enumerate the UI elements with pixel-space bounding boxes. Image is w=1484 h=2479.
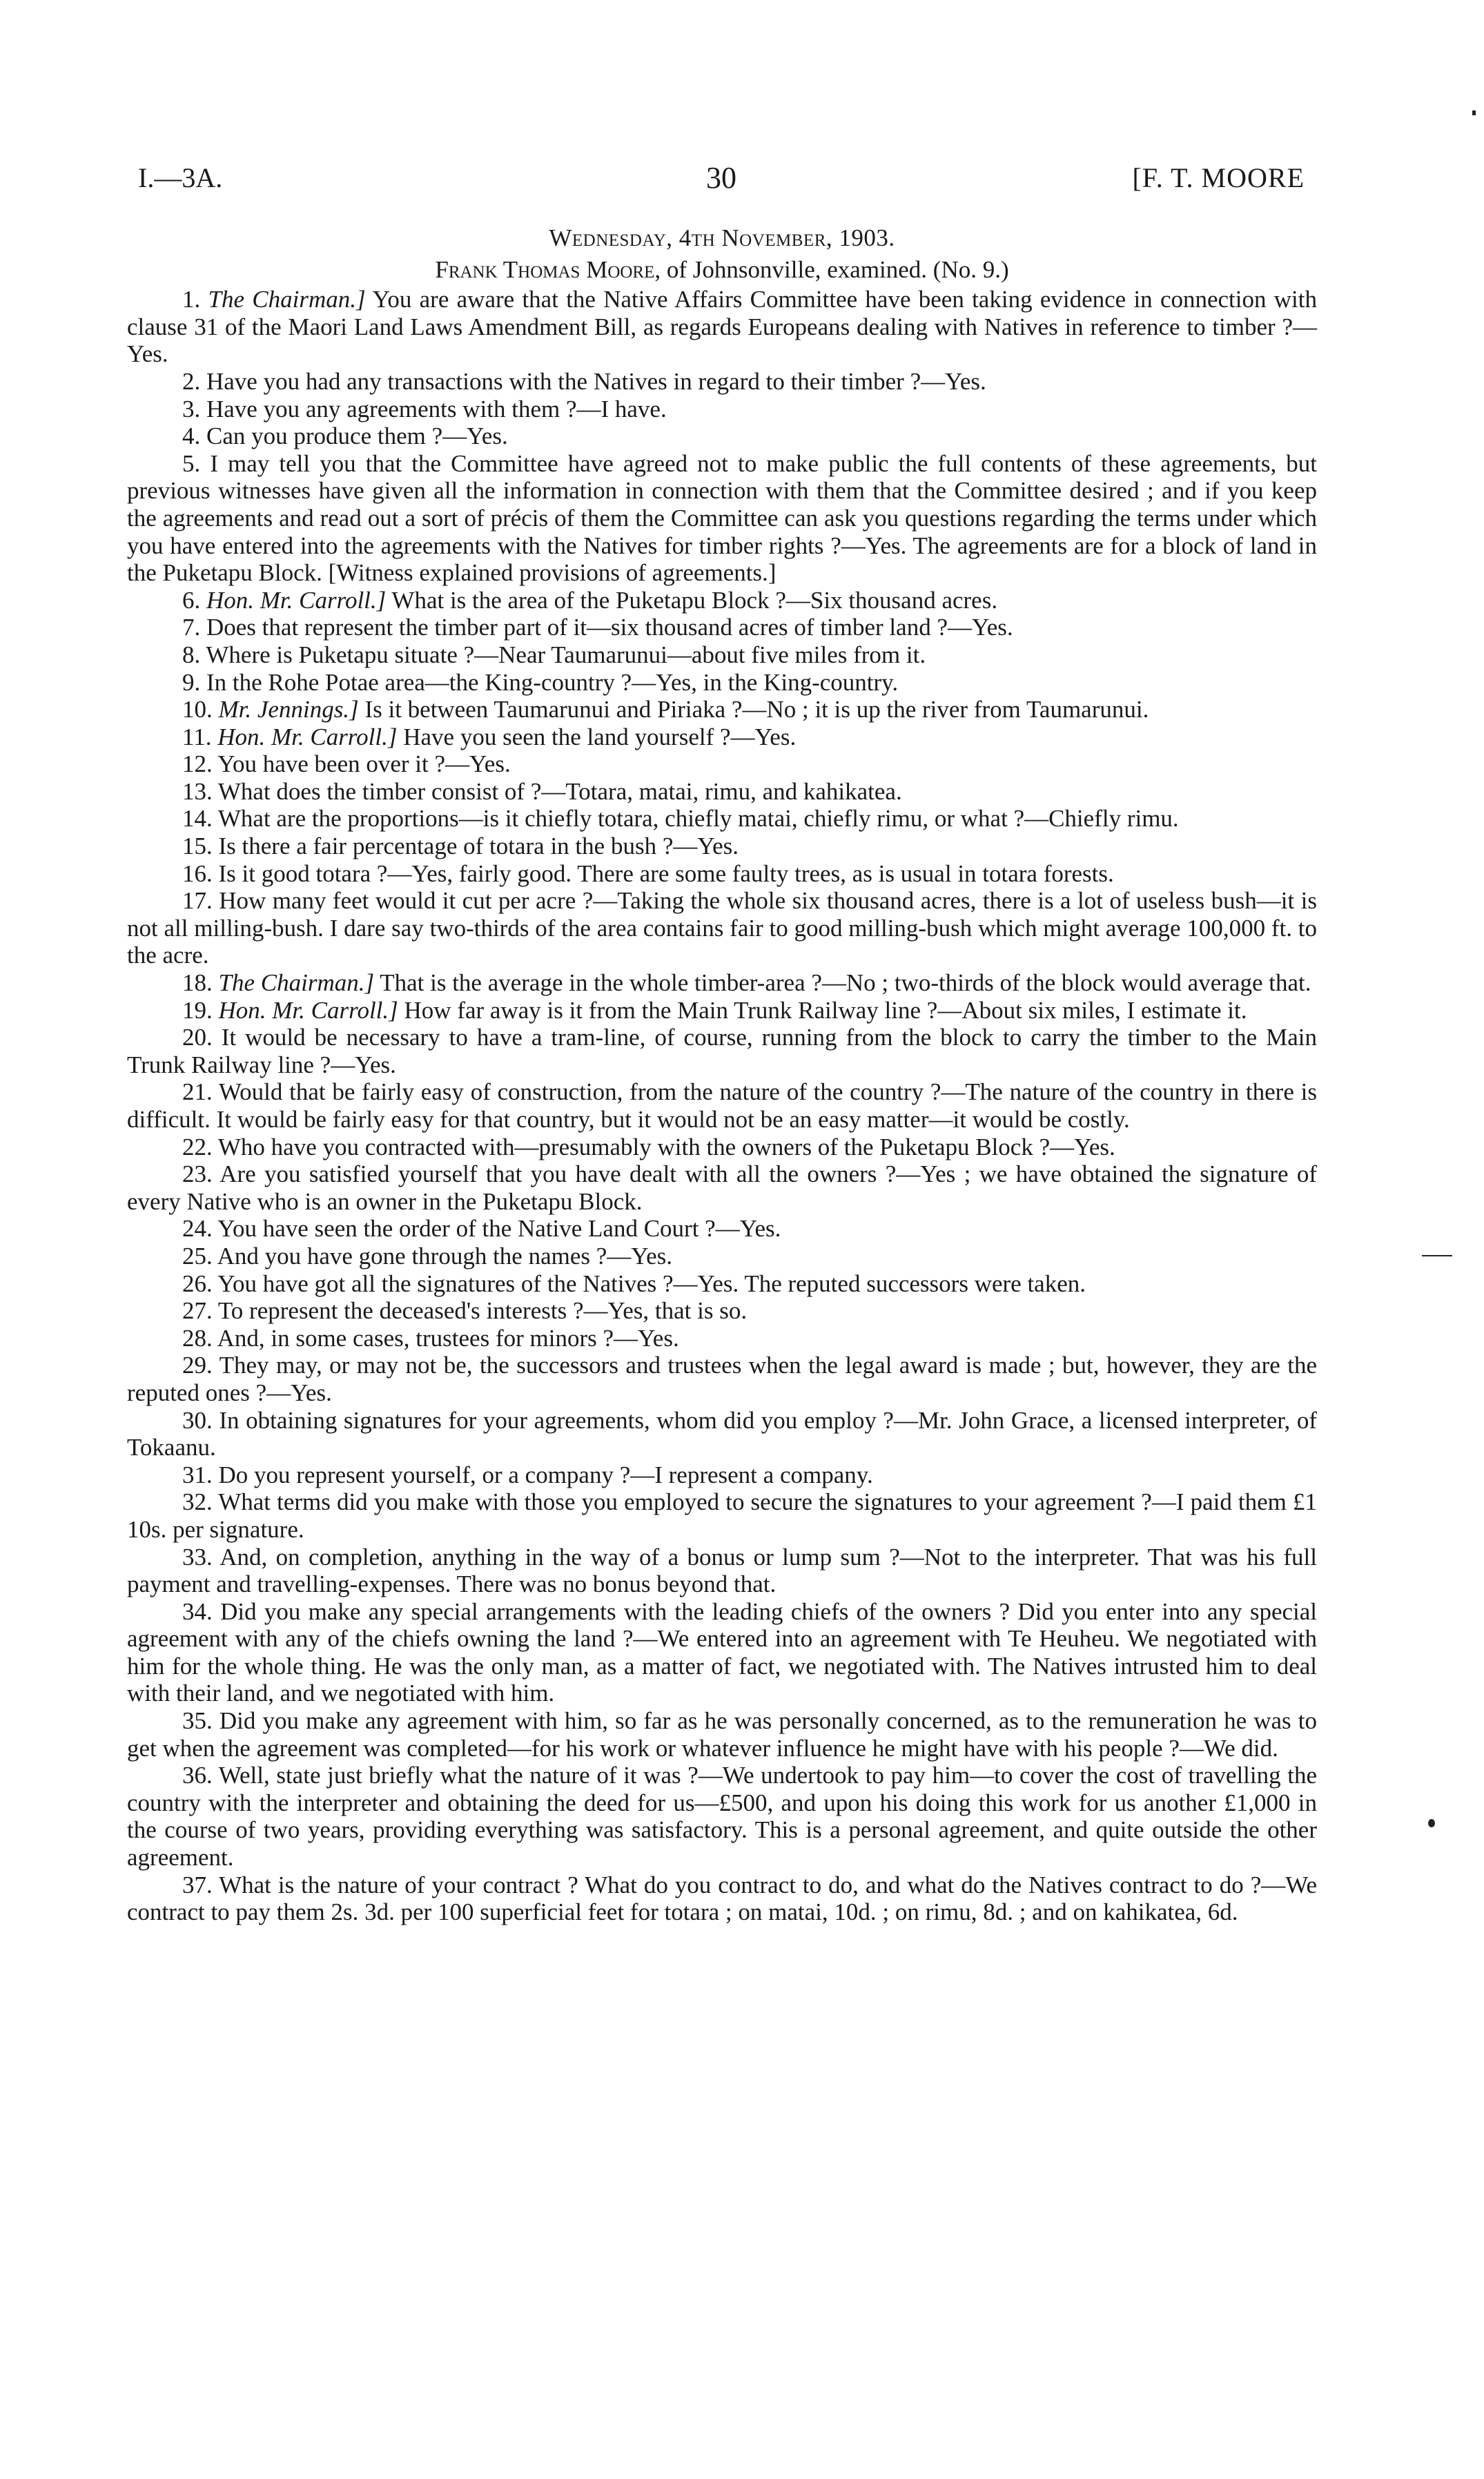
qa-paragraph	[127, 450, 1317, 587]
qa-paragraph	[127, 750, 1317, 778]
speaker-name: Hon. Mr. Carroll.]	[217, 723, 398, 750]
question-number: 37.	[182, 1871, 213, 1898]
qa-text: Did you make any special arrangements with the leading chiefs of the owners ? Did you enter into any special agreement with any of the chiefs owning the land ?—We entered into an agreement with Te Heuheu. We negotiated with him for the whole thing. He was the only man, as a matter of fact, we negotiated with. The Natives intrusted him to deal with their land, and we negotiated with him.	[127, 1597, 1318, 1707]
qa-text: You have got all the signatures of the Natives ?—Yes. The reputed successors were taken.	[217, 1270, 1086, 1297]
witness-line	[127, 256, 1317, 284]
witness-name: Frank Thomas Moore	[435, 255, 655, 283]
question-number: 11.	[182, 723, 212, 750]
qa-paragraph	[127, 1872, 1317, 1926]
question-number: 22.	[182, 1133, 213, 1160]
qa-paragraph	[127, 422, 1317, 450]
question-number: 20.	[182, 1024, 213, 1051]
question-number: 16.	[182, 859, 213, 887]
qa-paragraph	[127, 641, 1317, 669]
question-number: 14.	[182, 805, 213, 833]
question-number: 29.	[182, 1352, 213, 1379]
question-number: 28.	[182, 1324, 213, 1352]
question-number: 15.	[182, 833, 213, 860]
scan-speck	[1472, 110, 1476, 115]
question-number: 35.	[182, 1707, 213, 1735]
qa-text: Who have you contracted with—presumably with the owners of the Puketapu Block ?—Yes.	[217, 1133, 1115, 1160]
qa-paragraph	[127, 997, 1317, 1024]
qa-text: And, on completion, anything in the way of a bonus or lump sum ?—Not to the interpreter. That was his full payment and travelling-expenses. There was no bonus beyond that.	[127, 1543, 1317, 1598]
qa-paragraph	[127, 778, 1317, 806]
speaker-name: Mr. Jennings.]	[218, 696, 359, 723]
question-number: 13.	[182, 777, 213, 805]
page-number: 30	[706, 161, 736, 195]
qa-text: And you have gone through the names ?—Yes.	[217, 1242, 672, 1270]
qa-paragraph	[127, 286, 1317, 368]
question-number: 23.	[182, 1160, 213, 1188]
qa-paragraph	[127, 1544, 1317, 1598]
question-number: 21.	[182, 1078, 213, 1106]
question-number: 32.	[182, 1488, 213, 1516]
question-answer-list	[127, 286, 1317, 1926]
question-number: 10.	[182, 696, 213, 723]
qa-text: What is the nature of your contract ? What do you contract to do, and what do the Natives contract to do ?—We contract to pay them 2s. 3d. per 100 superficial feet for totara ; on matai, 10d. ; on rimu, 8d. ; and on kahikatea, 6d.	[127, 1871, 1318, 1926]
qa-paragraph	[127, 1488, 1317, 1543]
qa-text: What terms did you make with those you employed to secure the signatures to your agreement ?—I paid them £1 10s. per signature.	[127, 1488, 1317, 1543]
qa-text: You are aware that the Native Affairs Committee have been taking evidence in connection with clause 31 of the Maori Land Laws Amendment Bill, as regards Europeans dealing with Natives in reference to timber ?—Yes.	[127, 286, 1317, 368]
qa-paragraph	[127, 1598, 1317, 1707]
qa-text: Does that represent the timber part of it—six thousand acres of timber land ?—Yes.	[206, 614, 1013, 641]
qa-text: Have you had any transactions with the Natives in regard to their timber ?—Yes.	[206, 367, 986, 395]
qa-text: Would that be fairly easy of construction, from the nature of the country ?—The nature of the country in there is difficult. It would be fairly easy for that country, but it would not be an easy matter—it would be costly.	[127, 1078, 1317, 1133]
question-number: 33.	[182, 1543, 213, 1571]
qa-text: Did you make any agreement with him, so far as he was personally concerned, as to the remuneration he was to get when the agreement was completed—for his work or whatever influence he might have with his people ?—We did.	[127, 1707, 1317, 1762]
speaker-name: Hon. Mr. Carroll.]	[206, 586, 387, 614]
question-number: 7.	[182, 614, 201, 641]
qa-paragraph	[127, 614, 1317, 641]
page-content	[127, 224, 1317, 1926]
question-number: 18.	[182, 969, 213, 997]
qa-text: What are the proportions—is it chiefly totara, chiefly matai, chiefly rimu, or what ?—Chiefly rimu.	[217, 805, 1179, 833]
qa-text: How many feet would it cut per acre ?—Taking the whole six thousand acres, there is a lot of useless bush—it is not all milling-bush. I dare say two-thirds of the area contains fair to good milling-bush which might average 100,000 ft. to the acre.	[127, 887, 1317, 969]
question-number: 4.	[182, 422, 201, 450]
qa-paragraph	[127, 969, 1317, 997]
qa-text: Where is Puketapu situate ?—Near Taumarunui—about five miles from it.	[206, 641, 926, 668]
qa-paragraph	[127, 723, 1317, 751]
speaker-name: The Chairman.]	[218, 969, 375, 997]
qa-text: To represent the deceased's interests ?—Yes, that is so.	[217, 1297, 748, 1325]
question-number: 2.	[182, 367, 201, 395]
qa-paragraph	[127, 1024, 1317, 1078]
question-number: 6.	[182, 586, 201, 614]
qa-paragraph	[127, 1215, 1317, 1243]
qa-paragraph	[127, 396, 1317, 423]
qa-text: Is there a fair percentage of totara in the bush ?—Yes.	[218, 833, 739, 860]
scan-mark	[1422, 1255, 1452, 1256]
qa-paragraph	[127, 1762, 1317, 1871]
question-number: 12.	[182, 750, 213, 778]
qa-paragraph	[127, 1160, 1317, 1215]
qa-paragraph	[127, 1407, 1317, 1461]
question-number: 30.	[182, 1406, 213, 1434]
question-number: 34.	[182, 1597, 213, 1625]
question-number: 17.	[182, 887, 213, 915]
speaker-name: The Chairman.]	[208, 286, 366, 313]
qa-text: Is it between Taumarunui and Piriaka ?—No ; it is up the river from Taumarunui.	[364, 696, 1149, 723]
qa-paragraph	[127, 833, 1317, 860]
scan-dot	[1428, 1819, 1435, 1827]
qa-text: Do you represent yourself, or a company ?—I represent a company.	[218, 1461, 873, 1488]
qa-paragraph	[127, 860, 1317, 888]
question-number: 9.	[182, 668, 201, 696]
qa-text: Can you produce them ?—Yes.	[206, 422, 508, 450]
qa-paragraph	[127, 1297, 1317, 1325]
qa-text: It would be necessary to have a tram-line, of course, running from the block to carry the timber to the Main Trunk Railway line ?—Yes.	[127, 1024, 1317, 1078]
qa-text: How far away is it from the Main Trunk Railway line ?—About six miles, I estimate it.	[404, 996, 1247, 1024]
paper-reference: I.—3A.	[138, 162, 223, 193]
question-number: 24.	[182, 1215, 213, 1243]
qa-text: What does the timber consist of ?—Totara, matai, rimu, and kahikatea.	[217, 777, 902, 805]
question-number: 31.	[182, 1461, 213, 1488]
qa-paragraph	[127, 887, 1317, 969]
qa-paragraph	[127, 368, 1317, 396]
qa-text: In obtaining signatures for your agreements, whom did you employ ?—Mr. John Grace, a licensed interpreter, of Tokaanu.	[127, 1406, 1317, 1461]
qa-text: What is the area of the Puketapu Block ?—Six thousand acres.	[391, 586, 998, 614]
qa-text: Is it good totara ?—Yes, fairly good. There are some faulty trees, as is usual in totara forests.	[218, 859, 1114, 887]
qa-paragraph	[127, 1078, 1317, 1133]
qa-paragraph	[127, 696, 1317, 723]
question-number: 25.	[182, 1242, 213, 1270]
qa-paragraph	[127, 1270, 1317, 1298]
qa-text: I may tell you that the Committee have agreed not to make public the full contents of these agreements, but previous witnesses have given all the information in connection with them that the Committee desired ; and if you keep the agreements and read out a sort of précis of them the Committee can ask you questions regarding the terms under which you have entered into the agreements with the Natives for timber rights ?—Yes. The agreements are for a block of land in the Puketapu Block. [Witness explained provisions of agreements.]	[127, 449, 1318, 587]
qa-text: Have you any agreements with them ?—I have.	[206, 395, 667, 422]
question-number: 3.	[182, 395, 201, 422]
qa-paragraph	[127, 1243, 1317, 1270]
qa-paragraph	[127, 805, 1317, 833]
qa-text: In the Rohe Potae area—the King-country ?—Yes, in the King-country.	[206, 668, 899, 696]
witness-details: , of Johnsonville, examined. (No. 9.)	[654, 255, 1009, 283]
question-number: 19.	[182, 996, 213, 1024]
witness-running-head: [F. T. MOORE	[1132, 162, 1305, 193]
page-header	[138, 157, 1305, 199]
qa-text: Have you seen the land yourself ?—Yes.	[403, 723, 797, 750]
qa-text: That is the average in the whole timber-area ?—No ; two-thirds of the block would average that.	[380, 969, 1311, 997]
question-number: 26.	[182, 1270, 213, 1297]
qa-text: They may, or may not be, the successors and trustees when the legal award is made ; but, however, they are the reputed ones ?—Yes.	[127, 1352, 1317, 1406]
question-number: 8.	[182, 641, 201, 668]
qa-paragraph	[127, 669, 1317, 697]
qa-paragraph	[127, 1352, 1317, 1406]
qa-text: Are you satisfied yourself that you have dealt with all the owners ?—Yes ; we have obtained the signature of every Native who is an owner in the Puketapu Block.	[127, 1160, 1317, 1215]
qa-paragraph	[127, 1325, 1317, 1352]
qa-text: You have been over it ?—Yes.	[217, 750, 511, 778]
qa-paragraph	[127, 1707, 1317, 1762]
question-number: 1.	[182, 286, 201, 313]
qa-text: And, in some cases, trustees for minors ?—Yes.	[217, 1324, 679, 1352]
question-number: 36.	[182, 1762, 213, 1789]
qa-paragraph	[127, 587, 1317, 614]
qa-text: Well, state just briefly what the nature of it was ?—We undertook to pay him—to cover the cost of travelling the country with the interpreter and obtaining the deed for us—£500, and upon his doing this work for us another £1,000 in the course of two years, providing everything was satisfactory. This is a personal agreement, and quite outside the other agreement.	[127, 1762, 1317, 1872]
speaker-name: Hon. Mr. Carroll.]	[218, 996, 398, 1024]
question-number: 27.	[182, 1297, 213, 1325]
qa-text: You have seen the order of the Native Land Court ?—Yes.	[217, 1215, 781, 1243]
qa-paragraph	[127, 1461, 1317, 1489]
question-number: 5.	[182, 449, 201, 477]
date-heading: Wednesday, 4th November, 1903.	[549, 224, 895, 251]
qa-paragraph	[127, 1134, 1317, 1161]
